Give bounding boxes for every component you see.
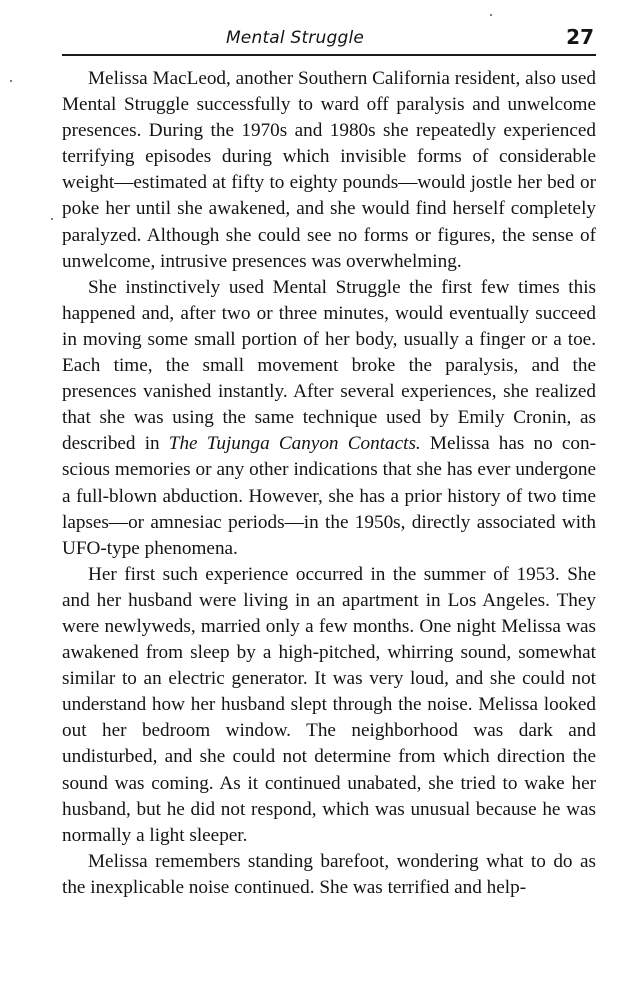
paragraph-2	[62, 275, 596, 562]
paragraph-4: Melissa remembers standing barefoot, wondering what to do as the inexplicable noise continued. She was terrified and help-	[62, 850, 596, 898]
paragraph-2-text-before: She instinctively used Mental Struggle the first few times this happened and, after two or three minutes, would eventually succeed in moving some small portion of her body, usually a finger or a toe. Each time, the small movement broke the paralysis, and the presences vanished instantly. After several experiences, she realized that she was using the same technique used by Emily Cronin, as described in	[62, 276, 596, 455]
header-rule	[62, 54, 596, 56]
page-header	[62, 22, 596, 58]
paragraph-2-text-after: Melissa has no conscious memories or any other indications that she has ever undergone a full-blown abduction. However, she has a prior history of two time lapses—or amnesiac periods—in the 1950s, directly associated with UFO-type phenomena.	[62, 433, 596, 559]
body-text	[62, 66, 596, 901]
running-head: Mental Struggle	[225, 28, 365, 48]
page-number: 27	[566, 25, 594, 49]
scan-speck	[51, 218, 53, 220]
paragraph-3: Her first such experience occurred in the summer of 1953. She and her husband were living in an apartment in Los Angeles. They were newlyweds, married only a few months. One night Melissa was awakened from sleep by a high-pitched, whirring sound, somewhat similar to an electric generator. It was very loud, and she could not understand how her husband slept through the noise. Melissa looked out her bedroom window. The neighborhood was dark and undisturbed, and she could not determine from which direction the sound was coming. As it continued unabated, she tried to wake her husband, but he did not respond, which was unusual because he was normally a light sleeper.	[62, 563, 596, 846]
book-title: The Tujunga Canyon Contacts.	[168, 433, 421, 455]
scan-speck	[490, 14, 492, 16]
paragraph-1: Melissa MacLeod, another Southern California resident, also used Mental Struggle successfully to ward off paralysis and unwelcome presences. During the 1970s and 1980s she repeatedly experienced terrifying episodes during which invisible forms of considerable weight—estimated at fifty to eighty pounds—would jostle her bed or poke her until she awakened, and she would find herself completely paralyzed. Although she could see no forms or figures, the sense of unwelcome, intrusive presences was overwhelming.	[62, 68, 596, 272]
scan-speck	[10, 80, 12, 82]
